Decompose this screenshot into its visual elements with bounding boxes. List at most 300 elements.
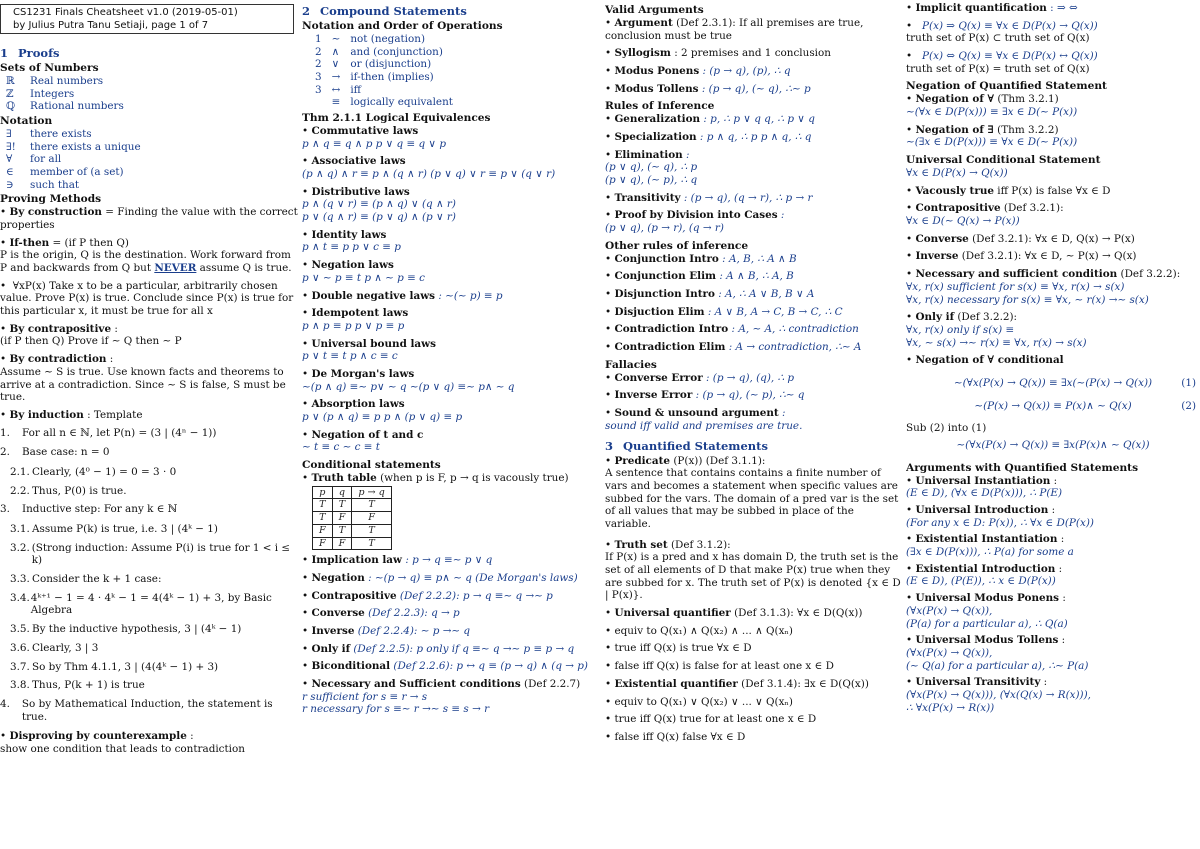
induction-step — [10, 592, 300, 617]
cond-title: Conditional statements — [302, 459, 441, 472]
awq-item: • Existential Introduction : (E ∈ D), (P(E)), ∴ x ∈ D(P(x)) — [906, 562, 1063, 588]
ucs-formula: ∀x ∈ D(P(x) → Q(x)) — [906, 167, 1008, 180]
item-formula: (For any x ∈ D: P(x)), ∴ ∀x ∈ D(P(x)) — [906, 516, 1094, 529]
other-rule-item: • Disjunction Intro : A, ∴ A ∨ B, B ∨ A — [605, 288, 815, 301]
item-label: Double negative laws — [311, 289, 436, 302]
step-text: Clearly, 3 | 3 — [32, 641, 99, 654]
item-label: Universal quantifier — [614, 607, 731, 620]
set-row — [0, 75, 300, 88]
equation-3: ∼(∀x(P(x) → Q(x)) ≡ ∃x(P(x)∧ ∼ Q(x)) — [956, 439, 1150, 452]
methods-title: Proving Methods — [0, 193, 102, 206]
point-text: equiv to Q(x₁) ∨ Q(x₂) ∨ ... ∨ Q(xₙ) — [614, 695, 793, 708]
other-rule-item: • Conjunction Elim : A ∧ B, ∴ A, B — [605, 270, 794, 283]
other-rule-item: • Contradiction Intro : A, ∼ A, ∴ contradiction — [605, 323, 859, 336]
description: such that — [30, 178, 80, 191]
item-label: Elimination — [614, 148, 683, 161]
awq-list — [906, 475, 1200, 715]
item-label: Contradiction Elim — [614, 341, 726, 354]
item-label: Converse — [311, 607, 365, 620]
item-formula: : (p → q), (q → r), ∴ p → r — [683, 191, 813, 204]
operator-symbol: ∧ — [331, 45, 340, 58]
item-formula: (Def 2.2.2): p → q ≡∼ q →∼ p — [399, 589, 553, 602]
item-label: Universal bound laws — [311, 337, 436, 350]
step-number: 3.2. — [10, 541, 30, 554]
precedence: 2 — [315, 58, 322, 71]
item-formula: : — [686, 148, 690, 161]
operator-row — [310, 84, 458, 97]
section-quantified: 3 Quantified Statements — [605, 438, 768, 453]
induction-step — [0, 427, 300, 440]
sets-title: Sets of Numbers — [0, 62, 99, 75]
rule-item: • Transitivity : (p → q), (q → r), ∴ p → r — [605, 191, 813, 204]
item-formula: : A, ∼ A, ∴ contradiction — [731, 323, 859, 336]
item-label: Identity laws — [311, 228, 387, 241]
operator-symbol: → — [331, 71, 341, 83]
equation-1: ∼(∀x(P(x) → Q(x)) ≡ ∃x(∼(P(x) → Q(x)) (1) — [953, 376, 1196, 389]
step-number: 1. — [0, 426, 10, 439]
truth-row — [313, 512, 392, 525]
notation-row — [0, 179, 300, 192]
step-text: 4ᵏ⁺¹ − 1 = 4 · 4ᵏ − 1 = 4(4ᵏ − 1) + 3, by Basic Algebra — [30, 591, 272, 617]
induction-step — [0, 446, 300, 459]
header-title: CS1231 Finals Cheatsheet v1.0 (2019-05-01) — [13, 7, 238, 18]
induction-step — [10, 679, 300, 692]
operator-name: or (disjunction) — [350, 58, 432, 71]
laws-list — [302, 125, 602, 454]
item-label: Only if — [311, 642, 351, 655]
item-formula: : (p → q), (∼ p), ∴∼ q — [695, 389, 805, 402]
truth-head-cell: q — [332, 486, 352, 499]
valid-title: Valid Arguments — [605, 4, 704, 16]
rule-item: • Generalization : p, ∴ p ∨ q q, ∴ p ∨ q — [605, 113, 815, 126]
item-formula: : — [780, 209, 785, 222]
item-formula: : ∼(∼ p) ≡ p — [438, 289, 503, 302]
contrapositive-item: • By contrapositive : (if P then Q) Prove if ∼ Q then ∼ P — [0, 322, 182, 348]
item-formula: (∀x(P(x) → Q(x)), — [906, 646, 993, 659]
operator-symbol: ∨ — [331, 58, 340, 71]
header-box — [0, 4, 294, 34]
truth-cell: T — [313, 499, 333, 512]
symbol: ∃ — [6, 127, 12, 140]
truth-row — [313, 499, 392, 512]
description: Rational numbers — [30, 100, 124, 113]
induction-step — [10, 661, 300, 674]
item-formula: (p ∧ q) ∧ r ≡ p ∧ (q ∧ r) (p ∨ q) ∨ r ≡ p ∨ (q ∨ r) — [302, 168, 556, 181]
precedence: 1 — [315, 32, 322, 45]
fallacy-item: • Inverse Error : (p → q), (∼ p), ∴∼ q — [605, 389, 805, 402]
law-item: • Negation laws p ∨ ∼ p ≡ t p ∧ ∼ p ≡ c — [302, 259, 425, 284]
item-label: Idempotent laws — [311, 307, 409, 320]
induction-step — [10, 623, 300, 636]
operator-row — [310, 96, 458, 109]
item-formula: (Def 2.2.3): q → p — [368, 607, 460, 620]
rules-list — [605, 113, 902, 235]
item-formula: : A → contradiction, ∴∼ A — [728, 341, 862, 354]
item-formula: : p ∧ q, ∴ p p ∧ q, ∴ q — [699, 130, 812, 143]
item-label: Contrapositive — [311, 589, 397, 602]
column-2 — [302, 2, 602, 849]
description: there exists — [30, 127, 92, 140]
step-text: (Strong induction: Assume P(i) is true for 1 < i ≤ k) — [31, 541, 291, 567]
step-number: 3.4. — [10, 591, 30, 604]
section-proofs: 1 Proofs — [0, 46, 60, 60]
symbol: ∋ — [6, 178, 14, 191]
induction-steps — [0, 427, 300, 724]
awq-title: Arguments with Quantified Statements — [906, 461, 1139, 474]
item-text: (Def 3.1.3): ∀x ∈ D(Q(x)) — [734, 607, 863, 620]
description: member of (a set) — [30, 165, 124, 178]
truth-cell: F — [313, 524, 333, 537]
thm-title: Thm 2.1.1 Logical Equivalences — [302, 112, 491, 125]
awq-item: • Existential Instantiation : (∃x ∈ D(P(x))), ∴ P(a) for some a — [906, 533, 1074, 559]
description: Integers — [30, 87, 75, 100]
law-item: • Negation of t and c ∼ t ≡ c ∼ c ≡ t — [302, 428, 424, 454]
header-author: by Julius Putra Tanu Setiaji, page 1 of 7 — [13, 20, 209, 31]
step-text: Assume P(k) is true, i.e. 3 | (4ᵏ − 1) — [32, 523, 218, 536]
fallacies-list — [605, 372, 902, 433]
ns-item: • Necessary and sufficient condition (Def 3.2.2): ∀x, r(x) sufficient for s(x) ≡ ∀x, r(x) → s(x) ∀x, r(x) necessary for s(x) ≡ ∀x, ∼ r(x) →∼ s(x) — [906, 268, 1181, 306]
law-item: • Identity laws p ∧ t ≡ p p ∨ c ≡ p — [302, 228, 401, 254]
operator-name: iff — [350, 83, 362, 96]
operators-table — [310, 33, 458, 109]
truthset-item: • Truth set (Def 3.1.2): If P(x) is a pred and x has domain D, the truth set is the set of all elements of D that make P(x) true when they are subbed for x. The truth set of P(x) is denoted {x ∈ D | P(x)}. — [605, 538, 901, 602]
quantifier-point: • equiv to Q(x₁) ∧ Q(x₂) ∧ ... ∧ Q(xₙ) — [605, 624, 793, 637]
induction-step — [10, 642, 300, 655]
implicit-item: • Implicit quantification : ⇒ ⇔ — [906, 2, 1078, 14]
law-item: • Idempotent laws p ∧ p ≡ p p ∨ p ≡ p — [302, 307, 409, 332]
cond-item: • Converse (Def 2.2.3): q → p — [302, 607, 460, 620]
item-formula: : p, ∴ p ∨ q q, ∴ p ∨ q — [703, 113, 815, 126]
item-formula: ∴ ∀x(P(x) → R(x)) — [906, 701, 995, 714]
item-formula: (p ∨ q), (∼ q), ∴ p — [605, 161, 698, 174]
section-compound: 2 Compound Statements — [302, 4, 467, 18]
truth-cell: F — [332, 512, 352, 525]
sets-list — [0, 75, 300, 113]
truth-row — [313, 524, 392, 537]
law-item: • Absorption laws p ∨ (p ∧ q) ≡ p p ∧ (p ∨ q) ≡ p — [302, 398, 463, 424]
step-text: Clearly, (4⁰ − 1) = 0 = 3 · 0 — [32, 465, 177, 478]
item-formula: : A ∧ B, ∴ A, B — [719, 270, 794, 283]
sub-text: Sub (2) into (1) — [906, 422, 987, 435]
inverse-item: • Inverse (Def 3.2.1): ∀x ∈ D, ∼ P(x) → Q(x) — [906, 250, 1137, 263]
item-label: Conjunction Elim — [614, 270, 717, 283]
order-title: Notation and Order of Operations — [302, 20, 503, 33]
step-number: 4. — [0, 697, 10, 710]
necsuf-item: • Necessary and Sufficient conditions (Def 2.2.7) r sufficient for s ≡ r → s r necessary for s ≡∼ r →∼ s ≡ s → r — [302, 678, 581, 716]
item-label: Sound & unsound argument — [614, 407, 779, 420]
item-label: Universal Instantiation — [915, 474, 1051, 487]
truth-cell: F — [313, 537, 333, 550]
fallacy-item: • Sound & unsound argument : sound iff valid and premises are true. — [605, 407, 803, 432]
item-label: Implication law — [311, 554, 402, 567]
step-number: 3.6. — [10, 641, 30, 654]
step-text: Thus, P(k + 1) is true — [32, 679, 145, 692]
truth-table — [312, 486, 392, 551]
item-formula: (∀x(P(x) → Q(x))), (∀x(Q(x) → R(x))), — [906, 688, 1091, 701]
disprove-item: • Disproving by counterexample : show one condition that leads to contradiction — [0, 730, 245, 755]
item-label: Negation — [311, 571, 365, 584]
item-label: Inverse Error — [614, 389, 693, 402]
item-formula: (∃x ∈ D(P(x))), ∴ P(a) for some a — [906, 546, 1074, 559]
item-formula: (p ∨ q), (p → r), (q → r) — [605, 222, 724, 235]
ucs-title: Universal Conditional Statement — [906, 154, 1101, 167]
fallacies-title: Fallacies — [605, 358, 657, 371]
step-number: 2. — [0, 446, 10, 459]
item-label: Existential quantifier — [614, 677, 738, 690]
ponens-item: • Modus Ponens : (p → q), (p), ∴ q — [605, 64, 791, 77]
column-1 — [0, 2, 300, 849]
predicate-item: • Predicate (P(x)) (Def 3.1.1): A sentence that contains contains a finite number of vars and becomes a statement when specific values are subbed for the vars. The domain of a pred var is the set of all values that may be subbed in place of the variable. — [605, 454, 899, 530]
cond-list — [302, 554, 602, 673]
item-label: Distributive laws — [311, 185, 410, 198]
operator-name: not (negation) — [350, 32, 426, 45]
rule-item: • Specialization : p ∧ q, ∴ p p ∧ q, ∴ q — [605, 130, 812, 143]
item-formula: p ∨ (q ∧ r) ≡ (p ∨ q) ∧ (p ∨ r) — [302, 211, 456, 224]
item-formula: (P(a) for a particular a), ∴ Q(a) — [906, 617, 1068, 630]
step-text: By the inductive hypothesis, 3 | (4ᵏ − 1) — [32, 623, 242, 636]
operator-row — [310, 46, 458, 59]
item-formula: : A, B, ∴ A ∧ B — [722, 252, 797, 265]
implicit-1: • P(x) ⇒ Q(x) ≡ ∀x ∈ D(P(x) → Q(x)) truth set of P(x) ⊂ truth set of Q(x) — [906, 19, 1098, 45]
awq-item: • Universal Introduction : (For any x ∈ D: P(x)), ∴ ∀x ∈ D(P(x)) — [906, 504, 1094, 529]
forall-item: • ∀xP(x) Take x to be a particular, arbitrarily chosen value. Prove P(x) is true. Conclude since P(x) is true for this particular x, it must be true for all x — [0, 279, 294, 318]
item-label: Contradiction Intro — [614, 323, 729, 336]
item-label: Universal Transitivity — [915, 676, 1041, 689]
induction-step — [0, 503, 300, 516]
item-label: Existential Instantiation — [915, 533, 1058, 546]
step-text: Thus, P(0) is true. — [32, 484, 127, 497]
quantifier-point: • true iff Q(x) is true ∀x ∈ D — [605, 642, 752, 655]
precedence — [310, 96, 327, 109]
truth-cell: T — [352, 537, 391, 550]
set-row — [0, 100, 300, 113]
set-row — [0, 88, 300, 101]
item-label: Existential Introduction — [915, 562, 1056, 575]
induction-step — [10, 523, 300, 536]
description: Real numbers — [30, 74, 104, 87]
equation-2: ∼(P(x) → Q(x)) ≡ P(x)∧ ∼ Q(x) (2) — [974, 399, 1196, 412]
awq-item: • Universal Modus Ponens : (∀x(P(x) → Q(x)), (P(a) for a particular a), ∴ Q(a) — [906, 592, 1068, 630]
item-label: Biconditional — [311, 660, 391, 673]
step-text: So by Mathematical Induction, the statement is true. — [21, 697, 273, 723]
precedence: 3 — [315, 83, 322, 96]
item-formula: p ∧ p ≡ p p ∨ p ≡ p — [302, 319, 405, 332]
neg-ex-item: • Negation of ∃ (Thm 3.2.2) ∼(∃x ∈ D(P(x))) ≡ ∀x ∈ D(∼ P(x)) — [906, 123, 1078, 149]
step-text: Base case: n = 0 — [22, 446, 110, 459]
item-formula: : A, ∴ A ∨ B, B ∨ A — [718, 288, 815, 301]
item-label: Universal Introduction — [915, 504, 1049, 517]
rule-item: • Proof by Division into Cases : (p ∨ q), (p → r), (q → r) — [605, 209, 785, 235]
item-formula: p ∨ t ≡ t p ∧ c ≡ c — [302, 350, 398, 363]
item-label: Universal Modus Tollens — [915, 634, 1059, 647]
item-label: Negation laws — [311, 259, 394, 272]
step-number: 3.3. — [10, 573, 30, 586]
step-text: For all n ∈ ℕ, let P(n) = (3 | (4ⁿ − 1)) — [22, 426, 217, 439]
quantifier-point: • false iff Q(x) is false for at least one x ∈ D — [605, 660, 834, 673]
step-number: 3. — [0, 503, 10, 516]
point-text: true iff Q(x) is true ∀x ∈ D — [614, 642, 752, 655]
truth-cell: F — [352, 512, 391, 525]
item-label: Converse Error — [614, 371, 703, 384]
step-number: 3.8. — [10, 679, 30, 692]
item-formula: (E ∈ D), (∀x ∈ D(P(x))), ∴ P(E) — [906, 487, 1063, 500]
step-number: 3.1. — [10, 523, 30, 536]
law-item: • Double negative laws : ∼(∼ p) ≡ p — [302, 289, 503, 302]
truth-cell: T — [332, 524, 352, 537]
item-label: Negation of t and c — [311, 428, 424, 441]
operator-name: and (conjunction) — [350, 45, 443, 58]
truth-head-cell: p — [313, 486, 333, 499]
syllogism-item: • Syllogism : 2 premises and 1 conclusion — [605, 47, 831, 60]
item-formula: (E ∈ D), (P(E)), ∴ x ∈ D(P(x)) — [906, 575, 1056, 588]
implicit-2: • P(x) ⇔ Q(x) ≡ ∀x ∈ D(P(x) ↔ Q(x)) truth set of P(x) = truth set of Q(x) — [906, 50, 1098, 75]
item-label: Transitivity — [614, 191, 681, 204]
tollens-item: • Modus Tollens : (p → q), (∼ q), ∴∼ p — [605, 82, 811, 95]
rule-item: • Elimination : (p ∨ q), (∼ q), ∴ p (p ∨ q), (∼ p), ∴ q — [605, 148, 698, 187]
item-formula: : (p → q), (q), ∴ p — [705, 371, 795, 384]
law-item: • De Morgan's laws ∼(p ∧ q) ≡∼ p∨ ∼ q ∼(p ∨ q) ≡∼ p∧ ∼ q — [302, 367, 515, 393]
operator-symbol: ∼ — [331, 32, 341, 45]
item-formula: : p → q ≡∼ p ∨ q — [405, 554, 493, 567]
law-item: • Distributive laws p ∧ (q ∨ r) ≡ (p ∧ q) ∨ (q ∧ r) p ∨ (q ∧ r) ≡ (p ∨ q) ∧ (p ∨ r) — [302, 185, 456, 224]
operator-row — [310, 33, 458, 46]
truth-cell: T — [352, 499, 391, 512]
truth-head-cell: p → q — [352, 486, 391, 499]
awq-item: • Universal Modus Tollens : (∀x(P(x) → Q(x)), (∼ Q(a) for a particular a), ∴∼ P(a) — [906, 634, 1089, 672]
cond-item: • Biconditional (Def 2.2.6): p ↔ q ≡ (p → q) ∧ (q → p) — [302, 660, 588, 673]
induction-step — [10, 485, 300, 498]
cond-item: • Only if (Def 2.2.5): p only if q ≡∼ q →∼ p ≡ p → q — [302, 642, 575, 655]
item-formula: : — [782, 407, 786, 420]
step-number: 3.5. — [10, 623, 30, 636]
quantifier-point: • equiv to Q(x₁) ∨ Q(x₂) ∨ ... ∨ Q(xₙ) — [605, 695, 793, 708]
item-formula: ∼ t ≡ c ∼ c ≡ t — [302, 441, 380, 454]
symbol: ∀ — [6, 153, 13, 166]
item-formula: p ∧ (q ∨ r) ≡ (p ∧ q) ∨ (q ∧ r) — [302, 198, 456, 211]
description: for all — [30, 153, 62, 166]
point-text: false iff Q(x) false ∀x ∈ D — [614, 730, 746, 743]
notation-row — [0, 141, 300, 154]
column-3 — [605, 2, 902, 849]
quantifier-point: • true iff Q(x) true for at least one x ∈ D — [605, 713, 817, 726]
item-label: Proof by Division into Cases — [614, 209, 778, 222]
item-formula: (∼ Q(a) for a particular a), ∴∼ P(a) — [906, 659, 1089, 672]
notation-row — [0, 128, 300, 141]
precedence: 2 — [315, 45, 322, 58]
converse-item: • Converse (Def 3.2.1): ∀x ∈ D, Q(x) → P(x) — [906, 232, 1135, 245]
vacuous-item: • Vacously true iff P(x) is false ∀x ∈ D — [906, 184, 1111, 197]
negq-title: Negation of Quantified Statement — [906, 80, 1107, 93]
operator-row — [310, 71, 458, 84]
quantifier-title: • Universal quantifier (Def 3.1.3): ∀x ∈ D(Q(x)) — [605, 607, 863, 620]
law-item: • Associative laws (p ∧ q) ∧ r ≡ p ∧ (q ∧ r) (p ∨ q) ∨ r ≡ p ∨ (q ∨ r) — [302, 155, 556, 181]
onlyif-item: • Only if (Def 3.2.2): ∀x, r(x) only if s(x) ≡ ∀x, ∼ s(x) →∼ r(x) ≡ ∀x, r(x) → s(x) — [906, 311, 1087, 349]
step-number: 2.1. — [10, 465, 30, 478]
symbol: ℚ — [6, 100, 16, 113]
item-formula: ∼(p ∧ q) ≡∼ p∨ ∼ q ∼(p ∨ q) ≡∼ p∧ ∼ q — [302, 380, 515, 393]
item-label: Inverse — [311, 624, 355, 637]
rules-title: Rules of Inference — [605, 100, 715, 113]
other-rule-item: • Contradiction Elim : A → contradiction, ∴∼ A — [605, 341, 862, 354]
negcond-item: • Negation of ∀ conditional — [906, 354, 1064, 367]
symbol: ℝ — [6, 74, 15, 87]
argument-item: • Argument (Def 2.3.1): If all premises are true, conclusion must be true — [605, 16, 864, 42]
operator-symbol: ↔ — [331, 83, 341, 96]
item-formula: (∀x(P(x) → Q(x)), — [906, 604, 993, 617]
other-rule-item: • Disjuction Elim : A ∨ B, A → C, B → C, ∴ C — [605, 305, 843, 318]
induction-step — [0, 698, 300, 723]
law-item: • Universal bound laws p ∨ t ≡ t p ∧ c ≡ c — [302, 337, 436, 363]
item-label: Generalization — [614, 113, 701, 126]
item-label: Universal Modus Ponens — [915, 592, 1060, 605]
other-rule-item: • Conjunction Intro : A, B, ∴ A ∧ B — [605, 252, 797, 265]
neg-all-item: • Negation of ∀ (Thm 3.2.1) ∼(∀x ∈ D(P(x))) ≡ ∃x ∈ D(∼ P(x)) — [906, 93, 1078, 119]
quantifier-title: • Existential quantifier (Def 3.1.4): ∃x ∈ D(Q(x)) — [605, 677, 869, 690]
notation-row — [0, 166, 300, 179]
truth-head — [313, 486, 392, 499]
point-text: true iff Q(x) true for at least one x ∈ D — [614, 713, 817, 726]
notation-row — [0, 153, 300, 166]
item-formula: p ∧ t ≡ p p ∨ c ≡ p — [302, 241, 401, 254]
item-label: Commutative laws — [311, 124, 419, 137]
awq-item: • Universal Instantiation : (E ∈ D), (∀x ∈ D(P(x))), ∴ P(E) — [906, 474, 1063, 500]
step-number: 2.2. — [10, 484, 30, 497]
induction-step — [10, 573, 300, 586]
item-formula: sound iff valid and premises are true. — [605, 419, 803, 432]
item-formula: : A ∨ B, A → C, B → C, ∴ C — [707, 305, 843, 318]
item-label: Disjuction Elim — [614, 305, 705, 318]
item-label: Absorption laws — [311, 398, 405, 411]
item-label: Associative laws — [311, 155, 406, 168]
cond-item: • Inverse (Def 2.2.4): ∼ p →∼ q — [302, 624, 471, 637]
item-formula: p ∨ ∼ p ≡ t p ∧ ∼ p ≡ c — [302, 271, 425, 284]
item-formula: (Def 2.2.5): p only if q ≡∼ q →∼ p ≡ p → q — [353, 642, 575, 655]
notation-list — [0, 128, 300, 191]
description: there exists a unique — [30, 140, 141, 153]
induction-item: • By induction : Template — [0, 408, 143, 421]
truth-cell: T — [313, 512, 333, 525]
point-text: false iff Q(x) is false for at least one x ∈ D — [614, 660, 834, 673]
column-4 — [906, 2, 1200, 849]
quantifier-point: • false iff Q(x) false ∀x ∈ D — [605, 730, 746, 743]
other-title: Other rules of inference — [605, 239, 749, 252]
operator-symbol: ≡ — [331, 96, 341, 109]
item-text: (Def 3.1.4): ∃x ∈ D(Q(x)) — [741, 677, 869, 690]
law-item: • Commutative laws p ∧ q ≡ q ∧ p p ∨ q ≡ q ∨ p — [302, 124, 446, 150]
truth-cell: T — [332, 499, 352, 512]
item-label: De Morgan's laws — [311, 367, 415, 380]
step-text: So by Thm 4.1.1, 3 | (4(4ᵏ − 1) + 3) — [32, 660, 219, 673]
induction-step — [10, 466, 300, 479]
ifthen-item: • If-then = (if P then Q) P is the origin, Q is the destination. Work forward from P and backwards from Q but NEVER assume Q is true. — [0, 236, 292, 275]
awq-item: • Universal Transitivity : (∀x(P(x) → Q(x))), (∀x(Q(x) → R(x))), ∴ ∀x(P(x) → R(x)) — [906, 676, 1091, 714]
point-text: equiv to Q(x₁) ∧ Q(x₂) ∧ ... ∧ Q(xₙ) — [614, 624, 793, 637]
item-formula: : ∼(p → q) ≡ p∧ ∼ q (De Morgan's laws) — [368, 571, 578, 584]
item-label: Conjunction Intro — [614, 252, 719, 265]
operator-name: logically equivalent — [350, 96, 453, 109]
other-rules-list — [605, 253, 902, 354]
contra-item: • Contrapositive (Def 3.2.1): ∀x ∈ D(∼ Q(x) → P(x)) — [906, 202, 1064, 228]
step-text: Inductive step: For any k ∈ ℕ — [22, 503, 178, 516]
item-formula: (Def 2.2.4): ∼ p →∼ q — [357, 624, 471, 637]
cond-item: • Contrapositive (Def 2.2.2): p → q ≡∼ q →∼ p — [302, 589, 553, 602]
induction-step — [10, 542, 300, 567]
operator-name: if-then (implies) — [350, 71, 434, 83]
contradiction-item: • By contradiction : Assume ∼ S is true. Use known facts and theorems to arrive at a contradiction. Since ∼ S is false, S must be true. — [0, 353, 286, 404]
item-formula: p ∧ q ≡ q ∧ p p ∨ q ≡ q ∨ p — [302, 137, 446, 150]
universal-quantifier — [605, 607, 902, 673]
symbol: ∈ — [6, 165, 14, 178]
